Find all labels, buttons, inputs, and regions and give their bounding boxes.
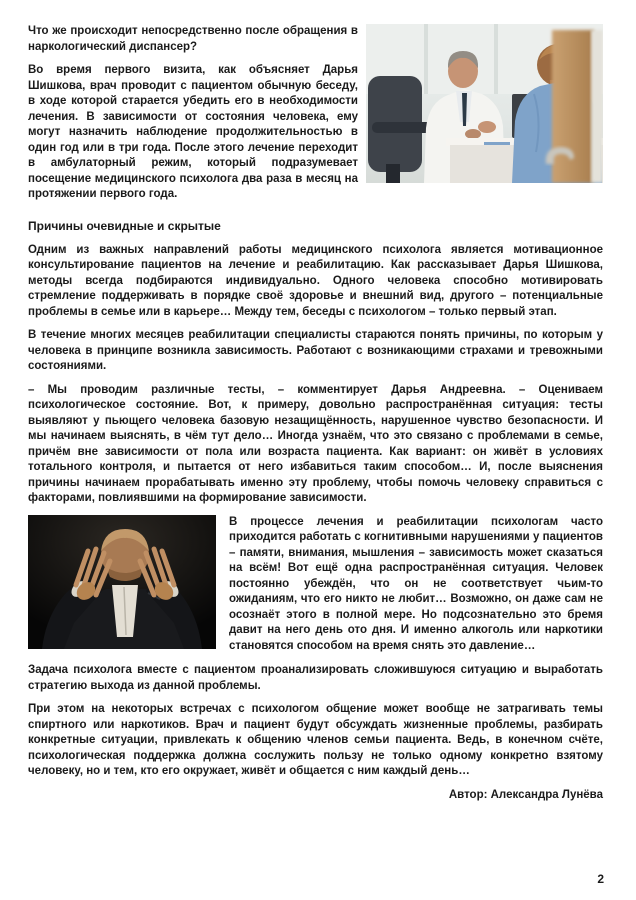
- author-line: Автор: Александра Лунёва: [448, 788, 603, 801]
- page-number: 2: [597, 872, 604, 886]
- article-paragraph: Задача психолога вместе с пациентом проанализировать сложившуюся ситуацию и выработать стратегию выхода из данной проблемы.: [28, 664, 603, 692]
- article-paragraph: Одним из важных направлений работы медицинского психолога является мотивационное консультирование пациентов на лечение и реабилитацию. Как рассказывает Дарья Шишкова, методы всегда подбираются индивидуально. Одного человека способно мотивировать стремление поддерживать в порядке своё здоровье и внешний вид, другого – потенциальные проблемы в семье или в карьере… Между тем, беседы с психологом – только первый этап.: [28, 243, 603, 318]
- page-content: [28, 24, 603, 811]
- stressed-man-photo-illustration: [28, 515, 216, 649]
- doctor-patient-photo: [366, 24, 603, 183]
- intro-section: [28, 24, 603, 211]
- intro-paragraph: Во время первого визита, как объясняет Дарья Шишкова, врач проводит с пациентом обычную беседу, в ходе которой старается убедить его в необходимости лечения. В зависимости от состояния человека, ему могут назначить наблюдение продолжительностью в один год или в три года. После этого лечение переходит в амбулаторный режим, который подразумевает посещение медицинского психолога два раза в месяц на протяжении первого года.: [28, 64, 358, 200]
- article-paragraph: – Мы проводим различные тесты, – комментирует Дарья Андреевна. – Оцениваем психологическое состояние. Вот, к примеру, довольно распространённая ситуация: тесты выявляют у пьющего человека базовую незащищённость, нарушенное чувство безопасности. И мы начинаем выяснять, в чём тут дело… Иногда узнаём, что это связано с проблемами в семье, причём вне зависимости от пола или возраста пациента. Как вариант: он живёт в условиях тотального контроля, и пытается от него избавиться таким способом… И, после выяснения причины начинаем прорабатывать именно эту проблему, чтобы помочь человеку справиться с факторами, повлиявшими на формирование зависимости.: [28, 383, 603, 504]
- intro-text-column: [28, 24, 358, 211]
- article-paragraph: В течение многих месяцев реабилитации специалисты стараются понять причины, по которым у человека в принципе возникла зависимость. Работают с возникающими страхами и тревожными состояниями.: [28, 329, 603, 372]
- section-heading: Причины очевидные и скрытые: [28, 218, 221, 233]
- cognitive-issues-section: [28, 515, 603, 655]
- article-paragraph: В процессе лечения и реабилитации психологам часто приходится работать с когнитивными нарушениями у пациентов – памяти, внимания, мышления – зависимость может сказаться на всём! Вот ещё одна распространённая ситуация. Человек постоянно убеждён, что он не соответствует чьим-то ожиданиям, что его никто не любит… Возможно, он даже сам не осознаёт этого в полной мере. Но подсознательно это бремя давит на него день ото дня. И именно алкоголь или наркотики становятся способом на время снять это давление…: [229, 515, 603, 652]
- article-paragraph: При этом на некоторых встречах с психологом общение может вообще не затрагивать темы спиртного или наркотиков. Врач и пациент будут обсуждать жизненные проблемы, разбирать конкретные ситуации, привлекать к общению членов семьи пациента. Ведь, в конечном счёте, психологическая поддержка должна сослужить пользу не только одному конкретно взятому человеку, но и тем, кто его окружает, живёт и общается с ним каждый день…: [28, 703, 603, 777]
- doctor-patient-photo-illustration: [366, 24, 603, 183]
- intro-question: Что же происходит непосредственно после обращения в наркологический диспансер?: [28, 25, 358, 53]
- stressed-man-photo: [28, 515, 216, 649]
